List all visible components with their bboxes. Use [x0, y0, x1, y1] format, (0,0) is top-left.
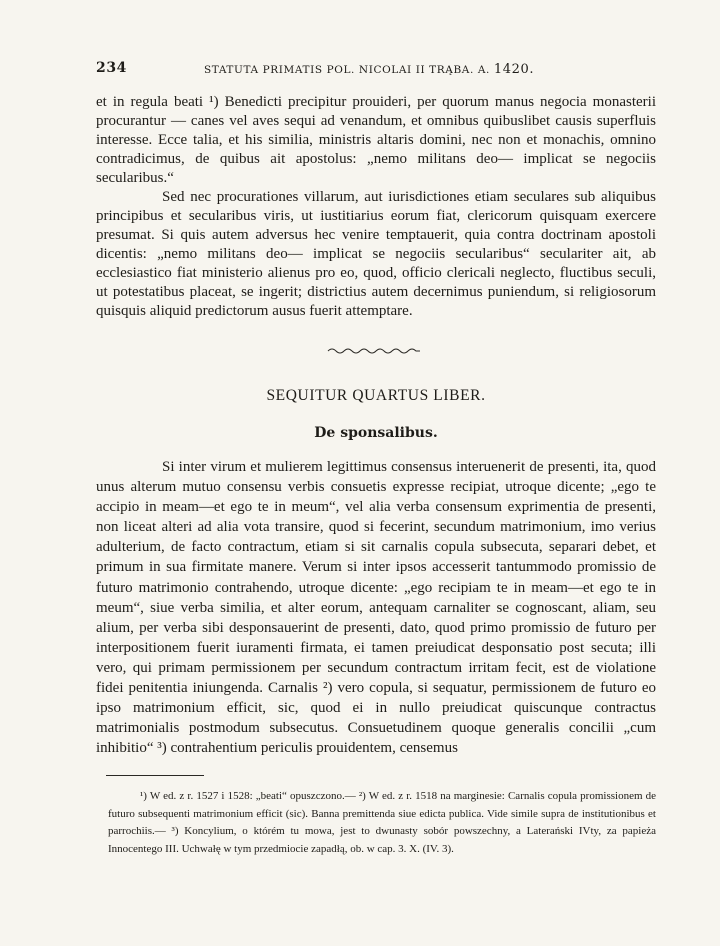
page-number: 234	[96, 60, 128, 76]
running-header	[96, 58, 656, 78]
running-title-year: 1420.	[493, 62, 535, 77]
ornament-divider	[326, 343, 422, 359]
paragraph-1: et in regula beati ¹) Benedicti precipitur prouideri, per quorum manus negocia monasterii procurantur — canes vel aves sequi ad venandum, et omnibus quibuslibet causis superfluis interesse. Ecce talia, et his similia, ministris altaris domini, nec non et monachis, omnino contradicimus, de quibus ait apostolus: „nemo militans deo— implicat se negociis secularibus.“	[96, 94, 656, 186]
paragraph-2: Sed nec procurationes villarum, aut iurisdictiones etiam seculares sub aliquibus principibus et secularibus viris, ut iustitiarius eorum fiat, clericorum quisquam exercere presumat. Si quis autem adversus hec venire temptauerit, quia contra doctrinam apostoli dicentis: „nemo militans deo— implicat se negociis secularibus“ seculariter ait, ab ecclesiastico fiat ministerio alienus pro eo, quod, officio clericali neglecto, fluctibus seculi, ut potestatibus placeat, se ingerit; districtius autem decernimus puniendum, si religiosorum quisquis aliquid predictorum ausus fuerit attemptare.	[96, 189, 656, 319]
running-title-text: STATUTA PRIMATIS POL. NICOLAI II TRĄBA. A.	[204, 64, 490, 76]
body-text-main	[96, 457, 656, 758]
body-text-top	[96, 93, 656, 321]
footnote-text: ¹) W ed. z r. 1527 i 1528: „beati“ opuszczono.— ²) W ed. z r. 1518 na marginesie: Carnalis copula promissionem de futuro subsequenti matrimonium efficit (sic). Banna premittenda siue edicta publica. Vide simile supra de institutionibus et parrochiis.— ³) Koncylium, o którém tu mowa, jest to dwunasty sobór powszechny, a Laterański IVty, za papieża Innocentego III. Uchwałę w tym przedmiocie zapadłą, ob. w cap. 3. X. (IV. 3).	[108, 790, 656, 855]
footnotes	[108, 788, 656, 858]
section-subtitle: De sponsalibus.	[314, 425, 438, 441]
running-title	[204, 62, 534, 77]
paragraph-3: Si inter virum et mulierem legittimus consensus interuenerit de presenti, ita, quod unus alterum mutuo consensu verbis consuetis expresse recipiat, utroque dicente; „ego te accipio in meam—et ego te in meum“, vel alia verba consensum exprimentia de presenti, non liceat alteri ad alia vota transire, quod si fecerint, secundum matrimonium, imo verius adulterium, de facto contractum, etiam si sit carnalis copula subsecuta, separari debet, et primum in sua firmitate manere. Verum si inter ipsos accesserit tantummodo promissio de futuro matrimonio contrahendo, utroque dicente: „ego recipiam te in meam—et ego te in meum“, siue verba similia, et alter eorum, antequam carnaliter se cognoscant, aliam, seu alium, per verba sibi desponsauerint de presenti, dato, quod primo promissio de futuro per interpositionem fuerit iuramenti firmata, ei tamen preiudicat desponsatio post secuta; illi vero, qui primam permissionem per secundum contractum irritam fecit, est de violatione fidei penitentia iniungenda. Carnalis ²) vero copula, si sequatur, permissionem de futuro eo ipso matrimonium efficit, sic, quod ei in nullo preiudicat quiscunque contractus matrimonialis postmodum subsecutus. Consuetudinem quoque generalis concilii „cum inhibitio“ ³) contrahentium periculis prouidentem, censemus	[96, 459, 656, 757]
footnote-rule	[106, 775, 204, 776]
section-title: SEQUITUR QUARTUS LIBER.	[266, 387, 486, 404]
